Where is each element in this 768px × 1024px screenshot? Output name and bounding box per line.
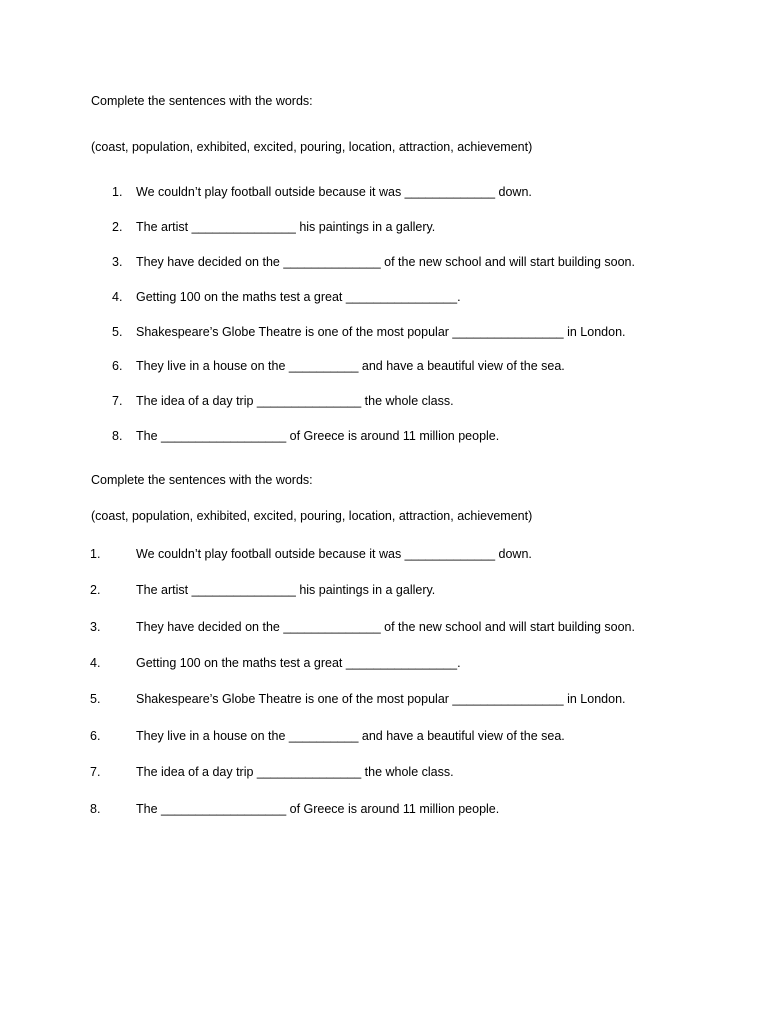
item-sentence: The idea of a day trip _______________ the whole class. [136, 765, 454, 779]
item-number: 1. [90, 547, 101, 561]
item-sentence: They have decided on the ______________ of the new school and will start building soon. [136, 620, 635, 634]
item-number: 7. [112, 394, 123, 408]
item-sentence: Shakespeare’s Globe Theatre is one of the most popular ________________ in London. [136, 325, 626, 339]
section1-heading: Complete the sentences with the words: [91, 94, 313, 108]
item-number: 3. [90, 620, 101, 634]
section2-wordbank: (coast, population, exhibited, excited, pouring, location, attraction, achievement) [91, 509, 533, 523]
item-sentence: Getting 100 on the maths test a great ________________. [136, 656, 461, 670]
item-number: 5. [112, 325, 123, 339]
item-sentence: We couldn’t play football outside because it was _____________ down. [136, 185, 532, 199]
item-number: 5. [90, 692, 101, 706]
item-number: 6. [112, 359, 123, 373]
item-number: 3. [112, 255, 123, 269]
item-number: 7. [90, 765, 101, 779]
item-number: 1. [112, 185, 123, 199]
item-number: 8. [90, 802, 101, 816]
item-number: 8. [112, 429, 123, 443]
item-sentence: Getting 100 on the maths test a great ________________. [136, 290, 461, 304]
section2-heading: Complete the sentences with the words: [91, 473, 313, 487]
item-number: 4. [90, 656, 101, 670]
item-number: 6. [90, 729, 101, 743]
item-number: 4. [112, 290, 123, 304]
item-sentence: They live in a house on the __________ and have a beautiful view of the sea. [136, 359, 565, 373]
item-sentence: They live in a house on the __________ and have a beautiful view of the sea. [136, 729, 565, 743]
item-number: 2. [112, 220, 123, 234]
item-sentence: The artist _______________ his paintings in a gallery. [136, 220, 436, 234]
section1-wordbank: (coast, population, exhibited, excited, pouring, location, attraction, achievement) [91, 140, 533, 154]
item-sentence: The artist _______________ his paintings in a gallery. [136, 583, 436, 597]
item-number: 2. [90, 583, 101, 597]
item-sentence: The idea of a day trip _______________ the whole class. [136, 394, 454, 408]
item-sentence: The __________________ of Greece is around 11 million people. [136, 429, 500, 443]
item-sentence: The __________________ of Greece is around 11 million people. [136, 802, 500, 816]
item-sentence: We couldn’t play football outside because it was _____________ down. [136, 547, 532, 561]
item-sentence: Shakespeare’s Globe Theatre is one of the most popular ________________ in London. [136, 692, 626, 706]
item-sentence: They have decided on the ______________ of the new school and will start building soon. [136, 255, 635, 269]
